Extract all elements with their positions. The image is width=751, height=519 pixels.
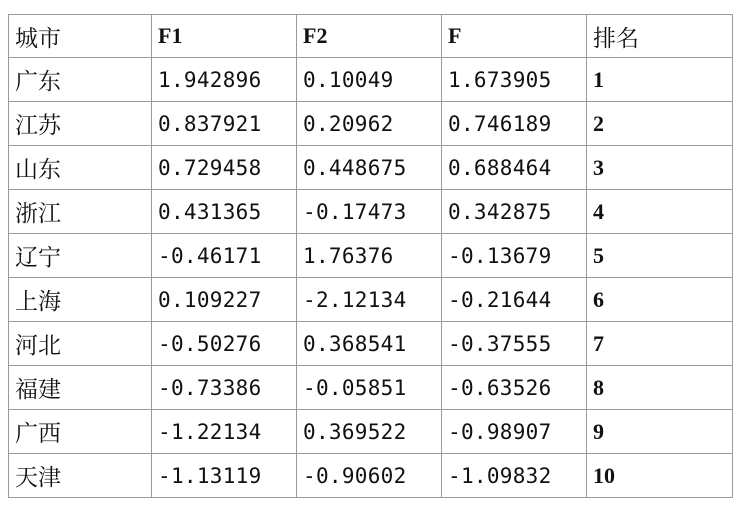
cell-city: 山东 <box>9 146 152 190</box>
cell-f1: 0.109227 <box>152 278 297 322</box>
table-row <box>9 454 733 498</box>
cell-f1: 0.837921 <box>152 102 297 146</box>
cell-rank: 5 <box>587 234 733 278</box>
cell-f: 1.673905 <box>442 58 587 102</box>
cell-f1: 0.729458 <box>152 146 297 190</box>
table-row <box>9 58 733 102</box>
cell-f: -0.13679 <box>442 234 587 278</box>
table-row <box>9 366 733 410</box>
cell-city: 辽宁 <box>9 234 152 278</box>
cell-f2: 0.368541 <box>297 322 442 366</box>
cell-rank: 2 <box>587 102 733 146</box>
cell-rank: 9 <box>587 410 733 454</box>
cell-f2: -0.17473 <box>297 190 442 234</box>
cell-f1: -0.73386 <box>152 366 297 410</box>
cell-f: 0.746189 <box>442 102 587 146</box>
header-rank: 排名 <box>587 15 733 58</box>
header-f: F <box>442 15 587 58</box>
cell-f: -0.21644 <box>442 278 587 322</box>
cell-rank: 1 <box>587 58 733 102</box>
cell-f: -0.63526 <box>442 366 587 410</box>
header-city: 城市 <box>9 15 152 58</box>
cell-f: 0.342875 <box>442 190 587 234</box>
cell-rank: 10 <box>587 454 733 498</box>
cell-f1: 1.942896 <box>152 58 297 102</box>
cell-rank: 7 <box>587 322 733 366</box>
cell-city: 上海 <box>9 278 152 322</box>
cell-f2: 1.76376 <box>297 234 442 278</box>
cell-rank: 3 <box>587 146 733 190</box>
ranking-table <box>8 14 733 498</box>
ranking-table-container <box>8 14 733 498</box>
cell-city: 福建 <box>9 366 152 410</box>
cell-f1: -0.50276 <box>152 322 297 366</box>
table-row <box>9 278 733 322</box>
header-f2: F2 <box>297 15 442 58</box>
cell-rank: 6 <box>587 278 733 322</box>
cell-city: 广东 <box>9 58 152 102</box>
cell-f1: 0.431365 <box>152 190 297 234</box>
table-body <box>9 58 733 498</box>
cell-f1: -1.13119 <box>152 454 297 498</box>
cell-city: 江苏 <box>9 102 152 146</box>
cell-f2: 0.20962 <box>297 102 442 146</box>
cell-f1: -1.22134 <box>152 410 297 454</box>
cell-f: 0.688464 <box>442 146 587 190</box>
cell-f: -0.98907 <box>442 410 587 454</box>
cell-city: 广西 <box>9 410 152 454</box>
cell-f1: -0.46171 <box>152 234 297 278</box>
header-f1: F1 <box>152 15 297 58</box>
table-header-row <box>9 15 733 58</box>
cell-city: 浙江 <box>9 190 152 234</box>
table-row <box>9 190 733 234</box>
cell-f2: -2.12134 <box>297 278 442 322</box>
cell-city: 天津 <box>9 454 152 498</box>
cell-f2: 0.369522 <box>297 410 442 454</box>
table-row <box>9 146 733 190</box>
table-row <box>9 410 733 454</box>
cell-rank: 4 <box>587 190 733 234</box>
cell-f: -0.37555 <box>442 322 587 366</box>
table-row <box>9 322 733 366</box>
cell-f2: -0.05851 <box>297 366 442 410</box>
cell-f: -1.09832 <box>442 454 587 498</box>
cell-f2: 0.10049 <box>297 58 442 102</box>
cell-rank: 8 <box>587 366 733 410</box>
table-row <box>9 234 733 278</box>
table-row <box>9 102 733 146</box>
cell-f2: -0.90602 <box>297 454 442 498</box>
cell-f2: 0.448675 <box>297 146 442 190</box>
cell-city: 河北 <box>9 322 152 366</box>
